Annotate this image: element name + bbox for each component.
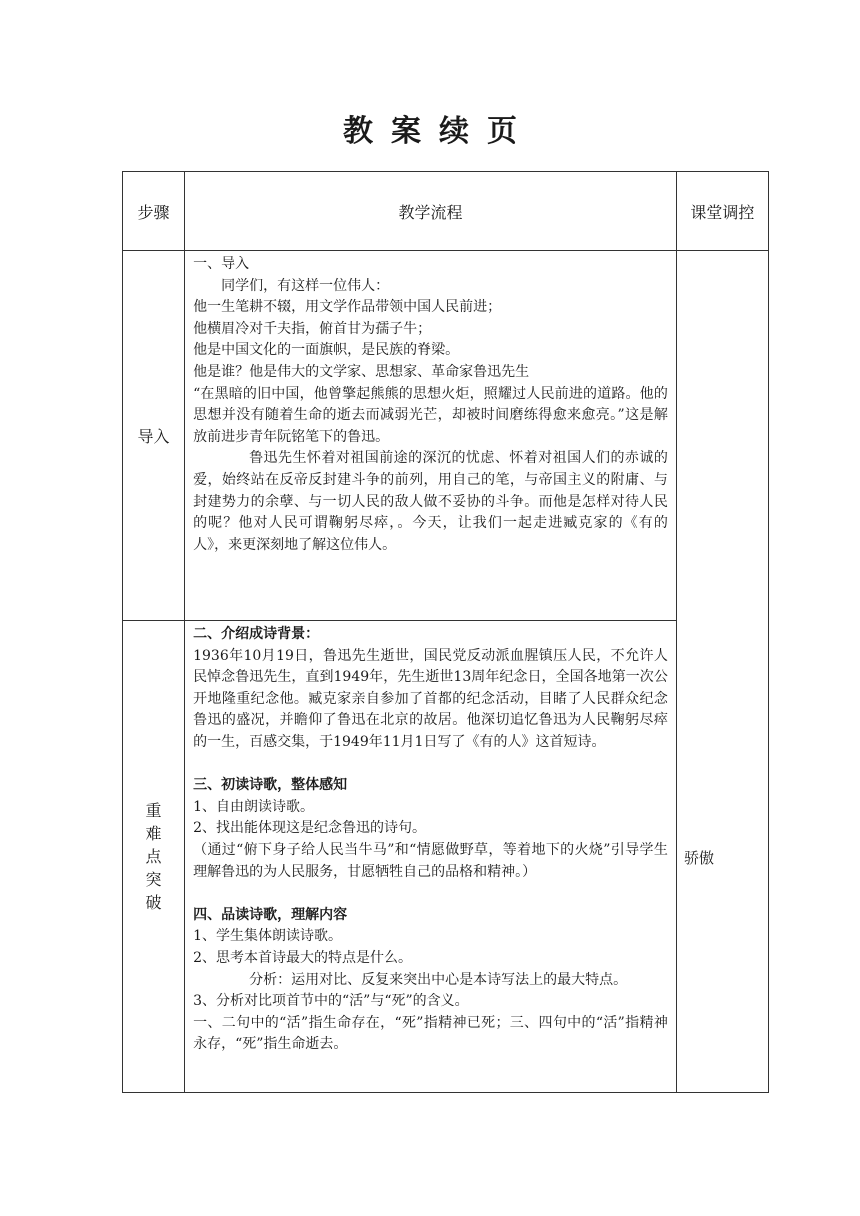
control-note: 骄傲 bbox=[684, 849, 715, 867]
intro-line: 他是中国文化的一面旗帜，是民族的脊梁。 bbox=[193, 342, 460, 359]
lesson-plan-table bbox=[122, 171, 769, 1093]
intro-content bbox=[185, 251, 677, 621]
intro-line: 同学们，有这样一位伟人： bbox=[221, 277, 390, 294]
step-intro: 导入 bbox=[123, 251, 185, 621]
page-title bbox=[0, 106, 860, 150]
intro-line: 他一生笔耕不辍，用文学作品带领中国人民前进； bbox=[193, 299, 502, 316]
list-item: 1、学生集体朗读诗歌。 bbox=[193, 928, 343, 945]
step-char: 难 bbox=[145, 824, 162, 843]
section-heading: 四、品读诗歌，理解内容 bbox=[193, 906, 348, 923]
title-char: 续 bbox=[439, 114, 469, 149]
list-item: 1、自由朗读诗歌。 bbox=[193, 798, 315, 815]
title-char: 案 bbox=[391, 114, 421, 149]
list-item: 2、找出能体现这是纪念鲁迅的诗句。 bbox=[193, 820, 426, 837]
step-char: 重 bbox=[145, 801, 162, 820]
list-item: 一、二句中的“活”指生命存在，“死”指精神已死；三、四句中的“活”指精神永存，“死”指生命逝去。 bbox=[193, 1014, 668, 1053]
step-char: 点 bbox=[145, 847, 162, 866]
intro-paragraph: 鲁迅先生怀着对祖国前途的深沉的忧虑、怀着对祖国人们的赤诚的爱，始终站在反帝反封建斗争的前列，用自己的笔，与帝国主义的附庸、与封建势力的余孽、与一切人民的敌人做不妥协的斗争。而他是怎样对待人民的呢？他对人民可谓鞠躬尽瘁，。今天，让我们一起走进臧克家的《有的人》，来更深刻地了解这位伟人。 bbox=[193, 450, 668, 553]
section-heading: 三、初读诗歌，整体感知 bbox=[193, 777, 348, 794]
intro-line: 他是谁？他是伟大的文学家、思想家、革命家鲁迅先生 bbox=[193, 363, 530, 380]
list-item: 3、分析对比项首节中的“活”与“死”的含义。 bbox=[193, 993, 469, 1010]
table-row-intro bbox=[123, 251, 769, 621]
key-points-content bbox=[185, 621, 677, 1093]
list-item: 分析：运用对比、反复来突出中心是本诗写法上的最大特点。 bbox=[249, 971, 628, 988]
step-char: 破 bbox=[145, 893, 162, 912]
intro-quote: “在黑暗的旧中国，他曾擎起熊熊的思想火炬，照耀过人民前进的道路。他的思想并没有随着生命的逝去而减弱光芒，却被时间磨练得愈来愈亮。”这是解放前进步青年阮铭笔下的鲁迅。 bbox=[193, 385, 668, 445]
table-header-row bbox=[123, 172, 769, 251]
header-flow: 教学流程 bbox=[185, 172, 677, 251]
section-heading: 二、介绍成诗背景： bbox=[193, 626, 320, 642]
step-char: 突 bbox=[145, 870, 162, 889]
title-char: 页 bbox=[487, 114, 517, 149]
header-step: 步骤 bbox=[123, 172, 185, 251]
control-cell bbox=[676, 251, 768, 1093]
header-control: 课堂调控 bbox=[676, 172, 768, 251]
list-item: （通过“俯下身子给人民当牛马”和“情愿做野草，等着地下的火烧”引导学生理解鲁迅的为人民服务，甘愿牺牲自己的品格和精神。） bbox=[193, 841, 668, 880]
title-char: 教 bbox=[343, 114, 373, 149]
step-key-points bbox=[123, 621, 185, 1093]
table-row-key-points bbox=[123, 621, 769, 1093]
background-paragraph: 1936年10月19日，鲁迅先生逝世，国民党反动派血腥镇压人民，不允许人民悼念鲁迅先生，直到1949年，先生逝世13周年纪念日，全国各地第一次公开地隆重纪念他。臧克家亲自参加了首都的纪念活动，目睹了人民群众纪念鲁迅的盛况，并瞻仰了鲁迅在北京的故居。他深切追忆鲁迅为人民鞠躬尽瘁的一生，百感交集，于1949年11月1日写了《有的人》这首短诗。 bbox=[193, 647, 668, 750]
intro-heading: 一、导入 bbox=[193, 256, 250, 272]
list-item: 2、思考本首诗最大的特点是什么。 bbox=[193, 949, 413, 966]
intro-line: 他横眉冷对千夫指，俯首甘为孺子牛； bbox=[193, 320, 432, 337]
